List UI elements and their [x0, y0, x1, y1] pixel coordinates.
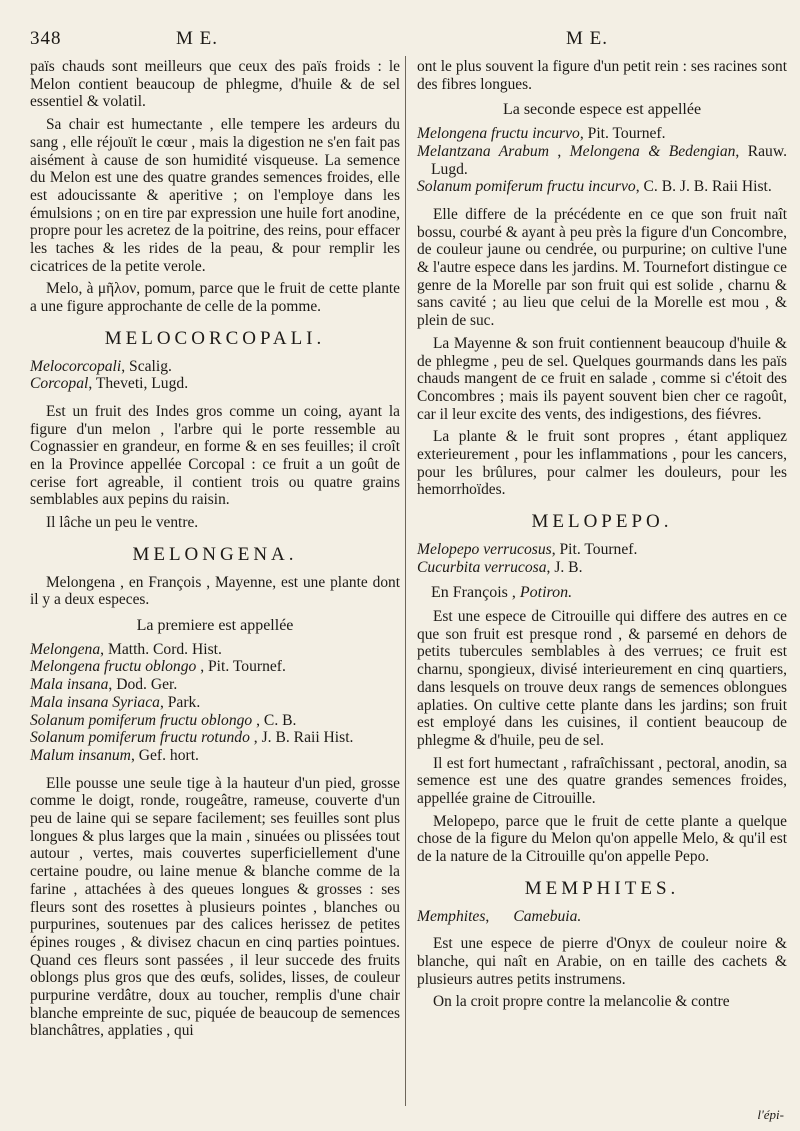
synonym-line [30, 694, 400, 712]
synonym-source: , Dod. Ger. [108, 676, 178, 694]
synonym-name: Memphites [417, 907, 486, 925]
entry-title-melopepo: MELOPEPO. [531, 511, 673, 533]
synonym-name: Mala insana [30, 676, 109, 694]
synonym-line [417, 908, 787, 926]
paragraph: Il lâche un peu le ventre. [46, 514, 199, 532]
synonym-source: , C. B. [252, 711, 297, 729]
synonym-name: Mala insana Syriaca [30, 693, 160, 711]
synonym-line [417, 125, 787, 143]
entry-title-melongena: MELONGENA. [132, 543, 298, 565]
synonym-source: , Rauw. Lugd. [431, 142, 787, 178]
synonym-name: Melongena fructu oblongo [30, 658, 197, 676]
synonym-name: Corcopal [30, 375, 89, 393]
french-name: Potiron. [519, 584, 573, 602]
synonym-line [417, 559, 787, 577]
paragraph: La plante & le fruit sont propres , étant appliquez exterieurement , pour les inflammations , pour les cancers, pour les brûlures, pour calmer les douleurs, pour les hemorrhoïdes. [417, 428, 787, 499]
synonym-name: Melongena [30, 640, 101, 658]
synonym-name: Camebuia. [513, 907, 582, 925]
paragraph: Melongena , en François , Mayenne, est une plante dont il y a deux especes. [30, 573, 400, 609]
synonym-source: , Theveti, Lugd. [88, 375, 189, 393]
paragraph: Est une espece de pierre d'Onyx de couleur noire & blanche, qui naît en Arabie, on en taille des cachets & plusieurs autres petits instrumens. [417, 935, 787, 988]
paragraph: Elle pousse une seule tige à la hauteur d'un pied, grosse comme le doigt, ronde, rougeâtre, rameuse, couverte d'un peu de laine qui se separe facilement; ses feuilles sont plus longues & plus larges que la main , sinuées ou plissées tout autour , vertes, mais couvertes superficiellement d'une certaine poudre, ou laine menue & blanche comme de la farine , attachées à des queues longues & grosses : ses fleurs sont des rosettes à plusieurs pointes , blanches ou purpurines, soutenues par des calices herissez de petites épines rouges , & divisez chacun en cinq parties pointues. Quand ces fleurs sont passées , il leur succede des fruits oblongs plus gros que des œufs, solides, lisses, de couleur purpurine verdâtre, doux au toucher, remplis d'une chair blanche empreinte de suc, piquée de beaucoup de semences blanchâtres, applaties , qui [30, 774, 400, 1040]
subheading: La seconde espece est appellée [502, 101, 702, 119]
separator: , [485, 907, 490, 925]
french-name-line [417, 584, 787, 602]
synonym-line [30, 729, 400, 747]
paragraph: La Mayenne & son fruit contiennent beaucoup d'huile & de phlegme , peu de sel. Quelques gourmands dans les païs chauds mangent de ce fruit en salade , comme si c'étoit des Concombres ; mais ils payent souvent bien cher ce ragoût, car il leur excite des vents, des indigestions, des fiévres. [417, 334, 787, 423]
separator: , [548, 142, 570, 160]
entry-title-melocorcopali: MELOCORCOPALI. [104, 327, 326, 349]
column-divider [405, 56, 406, 1106]
synonym-line [30, 658, 400, 676]
synonym-source: , Park. [159, 693, 201, 711]
synonym-line [30, 358, 400, 376]
paragraph: Melo, à μῆλον, pomum, parce que le fruit de cette plante a une figure approchante de celle de la pomme. [30, 280, 400, 316]
paragraph: Sa chair est humectante , elle tempere les ardeurs du sang , elle réjouït le cœur , mais la digestion ne s'en fait pas aisément à cause de son humidité visqueuse. La semence du Melon est une des quatre grandes semences froides, elle est adoucissante & aperitive ; on l'employe dans les émulsions ; on en tire par expression une huile fort anodine, propre pour les acretez de la poitrine, des reins, pour effacer les taches & les rides de la peau, & pour remplir les cicatrices de la petite verole. [30, 116, 400, 275]
paragraph: ont le plus souvent la figure d'un petit rein : ses racines sont des fibres longues. [417, 58, 787, 93]
synonym-source: , C. B. J. B. Raii Hist. [635, 178, 772, 196]
catchword: l'épi- [757, 1107, 784, 1122]
synonym-name: Cucurbita verrucosa [417, 558, 547, 576]
paragraph: On la croit propre contre la melancolie & contre [433, 993, 730, 1011]
synonym-name: Solanum pomiferum fructu incurvo [417, 178, 636, 196]
paragraph: Elle differe de la précédente en ce que son fruit naît bossu, courbé & ayant à peu près la figure d'un Concombre, de couleur jaune ou cendrée, ou purpurine; on cultive l'une & l'autre espece dans les jardins. M. Tournefort distingue ce genre de la Morelle par son fruit qui est solide , charnu & sans cavité ; au lieu que celui de la Morelle est mou , & plein de suc. [417, 205, 787, 330]
paragraph: Est un fruit des Indes gros comme un coing, ayant la figure d'un melon , l'arbre qui le porte ressemble au Cognassier en grandeur, en forme & en ses feuilles; il croît en la Province appellée Corcopal : ce fruit a un goût de cerise fort agreable, il contient trois ou quatre grains semblables aux pepins du raisin. [30, 402, 400, 509]
synonym-source: , J. B. [546, 558, 583, 576]
synonym-line [417, 143, 787, 178]
synonym-name: Melopepo verrucosus [417, 540, 552, 558]
synonym-line [417, 178, 787, 196]
entry-title-memphites: MEMPHITES. [524, 877, 680, 899]
paragraph: Il est fort humectant , rafraîchissant , pectoral, anodin, sa semence est une des quatre grandes semences froides, appellée graine de Citrouille. [417, 754, 787, 808]
synonym-line [30, 375, 400, 393]
page-number: 348 [30, 28, 62, 49]
synonym-name: Melongena fructu incurvo [417, 125, 580, 143]
synonym-source: , Gef. hort. [130, 746, 199, 764]
paragraph: païs chauds sont meilleurs que ceux des païs froids : le Melon contient beaucoup de phlegme, d'huile & de sel essentiel & volatil. [30, 58, 400, 111]
synonym-name: Melantzana Arabum [417, 142, 549, 160]
paragraph: Melopepo, parce que le fruit de cette plante a quelque chose de la figure du Melon qu'on appelle Melo, & qu'il est de la nature de la Citrouille qu'on appelle Pepo. [417, 812, 787, 866]
right-column [417, 58, 787, 1016]
synonym-name: Melongena & Bedengian [569, 142, 736, 160]
synonym-name: Solanum pomiferum fructu rotundo [30, 729, 250, 747]
paragraph: Est une espece de Citrouille qui differe des autres en ce que son fruit est presque rond , & parsemé en dehors de petits tubercules semblables à des verrues; ce fruit est charnu, spongieux, divisé interieurement en cinq quartiers, dans lesquels on trouve deux rangs de semences oblongues aplaties. On cultive cette plante dans les jardins; son fruit est employé dans les cuisines, il contient beaucoup de phlegme & d'huile, peu de sel. [417, 607, 787, 749]
synonym-source: , Scalig. [121, 357, 172, 375]
synonym-source: , Pit. Tournef. [551, 540, 638, 558]
running-head-right: M E. [566, 28, 608, 49]
left-column [30, 58, 400, 1045]
synonym-source: , Matth. Cord. Hist. [100, 640, 222, 658]
french-prefix: En François , [431, 584, 520, 602]
synonym-source: , Pit. Tournef. [196, 658, 286, 676]
running-head-left: M E. [176, 28, 218, 49]
synonym-line [30, 747, 400, 765]
synonym-name: Malum insanum [30, 746, 131, 764]
subheading: La premiere est appellée [136, 616, 294, 634]
synonym-line [30, 676, 400, 694]
synonym-source: , J. B. Raii Hist. [249, 729, 354, 747]
synonym-source: , Pit. Tournef. [579, 125, 666, 143]
synonym-line [30, 712, 400, 730]
synonym-line [417, 541, 787, 559]
synonym-line [30, 641, 400, 659]
synonym-name: Melocorcopali [30, 357, 122, 375]
synonym-name: Solanum pomiferum fructu oblongo [30, 711, 253, 729]
